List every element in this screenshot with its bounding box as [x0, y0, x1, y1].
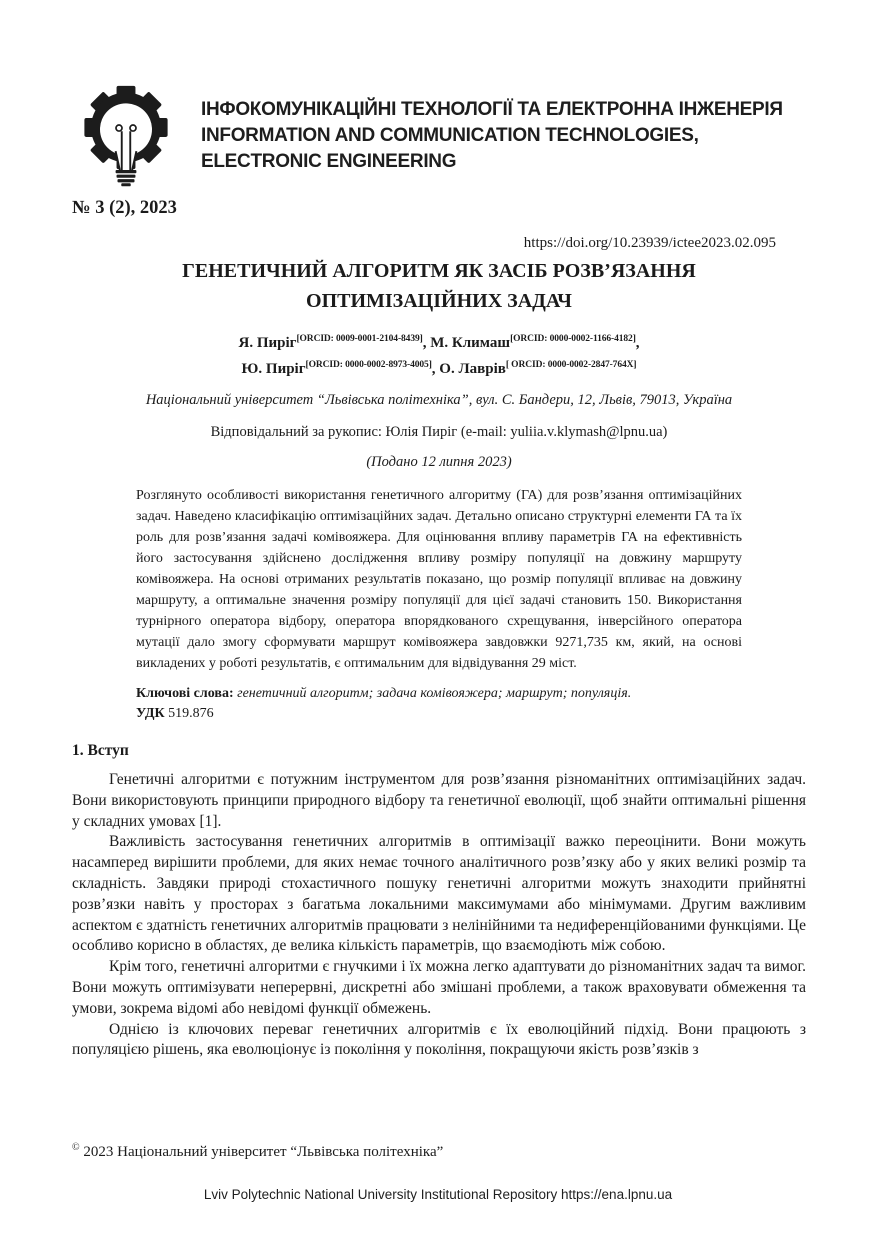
- copyright-text: 2023 Національний університет “Львівська політехніка”: [83, 1144, 444, 1160]
- author-name: Ю. Пиріг: [241, 361, 306, 377]
- article-title: [72, 256, 806, 316]
- journal-title: [201, 97, 783, 175]
- doi-link[interactable]: https://doi.org/10.23939/ictee2023.02.095: [523, 235, 776, 251]
- journal-header: [72, 84, 806, 188]
- author-separator: ,: [431, 361, 440, 377]
- keywords-line: [136, 684, 742, 704]
- gear-lightbulb-icon: [78, 84, 174, 188]
- intro-paragraph-3: Крім того, генетичні алгоритми є гнучкими і їх можна легко адаптувати до різноманітних задач та вимог. Вони можуть оптимізувати неперервні, дискретні або змішані проблеми, а також враховувати обмеження та умови, зокрема відомі або невідомі функції обмежень.: [72, 958, 806, 1017]
- authors-line-1: [72, 328, 806, 354]
- affiliation: Національний університет “Львівська політехніка”, вул. С. Бандери, 12, Львів, 79013, Україна: [145, 392, 733, 408]
- section-heading-intro: 1. Вступ: [72, 742, 129, 759]
- udc-value: 519.876: [168, 706, 214, 721]
- author-orcid: [ORCID: 0000-0002-8973-4005]: [305, 360, 432, 370]
- udc-line: [136, 704, 742, 724]
- keywords-text: генетичний алгоритм; задача комівояжера; маршрут; популяція.: [237, 686, 632, 701]
- intro-paragraph-2: Важливість застосування генетичних алгоритмів в оптимізації важко переоцінити. Вони можуть насамперед вирішити проблеми, для яких немає точного аналітичного розв’язку або у яких великі розмір та складність. Завдяки природі стохастичного пошуку генетичні алгоритми можуть знаходити прийнятні розв’язки навіть у просторах з багатьма локальними максимумами або мінімумами. Другим важливим аспектом є здатність генетичних алгоритмів працювати з нелінійними та недиференційованими функціями. Це особливо корисно в областях, де велика кількість параметрів, що взаємодіють між собою.: [72, 833, 806, 955]
- author-orcid: [ORCID: 0009-0001-2104-8439]: [296, 334, 423, 344]
- author-separator: ,: [635, 335, 640, 351]
- author-name: М. Климаш: [430, 335, 511, 351]
- issue-number: № 3 (2), 2023: [72, 198, 177, 218]
- journal-title-uk: ІНФОКОМУНІКАЦІЙНІ ТЕХНОЛОГІЇ ТА ЕЛЕКТРОННА ІНЖЕНЕРІЯ: [201, 99, 783, 120]
- author-name: О. Лаврів: [439, 361, 506, 377]
- article-title-line1: ГЕНЕТИЧНИЙ АЛГОРИТМ ЯК ЗАСІБ РОЗВ’ЯЗАННЯ: [182, 260, 696, 282]
- intro-paragraph-1: Генетичні алгоритми є потужним інструментом для розв’язання різноманітних оптимізаційних задач. Вони використовують принципи природного відбору та генетичної еволюції, щоб знайти оптимальні рішення у складних умовах [1].: [72, 771, 806, 830]
- submitted-date: (Подано 12 липня 2023): [366, 454, 512, 470]
- copyright-line: [72, 1142, 443, 1161]
- udc-label: УДК: [136, 706, 165, 721]
- author-orcid: [ ORCID: 0000-0002-2847-764X]: [505, 360, 637, 370]
- journal-title-en-1: INFORMATION AND COMMUNICATION TECHNOLOGIES,: [201, 125, 699, 146]
- journal-title-en-2: ELECTRONIC ENGINEERING: [201, 151, 457, 172]
- author-orcid: [ORCID: 0000-0002-1166-4182]: [510, 334, 636, 344]
- keywords-label: Ключові слова:: [136, 686, 234, 701]
- intro-paragraph-4: Однією із ключових переваг генетичних алгоритмів є їх еволюційний підхід. Вони працюють з популяцією рішень, яка еволюціонує із покоління у покоління, покращуючи якість розв’язків з: [72, 1020, 806, 1059]
- correspondence-line: Відповідальний за рукопис: Юлія Пиріг (e-mail: yuliia.v.klymash@lpnu.ua): [210, 424, 668, 440]
- article-title-line2: ОПТИМІЗАЦІЙНИХ ЗАДАЧ: [306, 290, 572, 312]
- authors-line-2: [72, 354, 806, 380]
- repository-footer: Lviv Polytechnic National University Institutional Repository https://ena.lpnu.ua: [203, 1187, 673, 1202]
- abstract: Розглянуто особливості використання генетичного алгоритму (ГА) для розв’язання оптимізаційних задач. Наведено класифікацію оптимізаційних задач. Детально описано структурні елементи ГА та їх роль для розв’язання задачі комівояжера. Для оцінювання впливу параметрів ГА на ефективність його застосування здійснено дослідження впливу розміру популяції на довжину маршруту комівояжера. На основі отриманих результатів показано, що розмір популяції впливає на довжину маршруту, а оптимальне значення розміру популяції для цієї задачі становить 150. Використання турнірного оператора відбору, оператора впорядкованого схрещування, інверсійного оператора мутації дало змогу сформувати маршрут комівояжера завдовжки 9271,735 км, який, на основі викладених у роботі результатів, є оптимальним для відвідування 29 міст.: [136, 488, 742, 671]
- copyright-symbol: ©: [72, 1142, 80, 1153]
- author-name: Я. Пиріг: [238, 335, 297, 351]
- author-separator: ,: [422, 335, 431, 351]
